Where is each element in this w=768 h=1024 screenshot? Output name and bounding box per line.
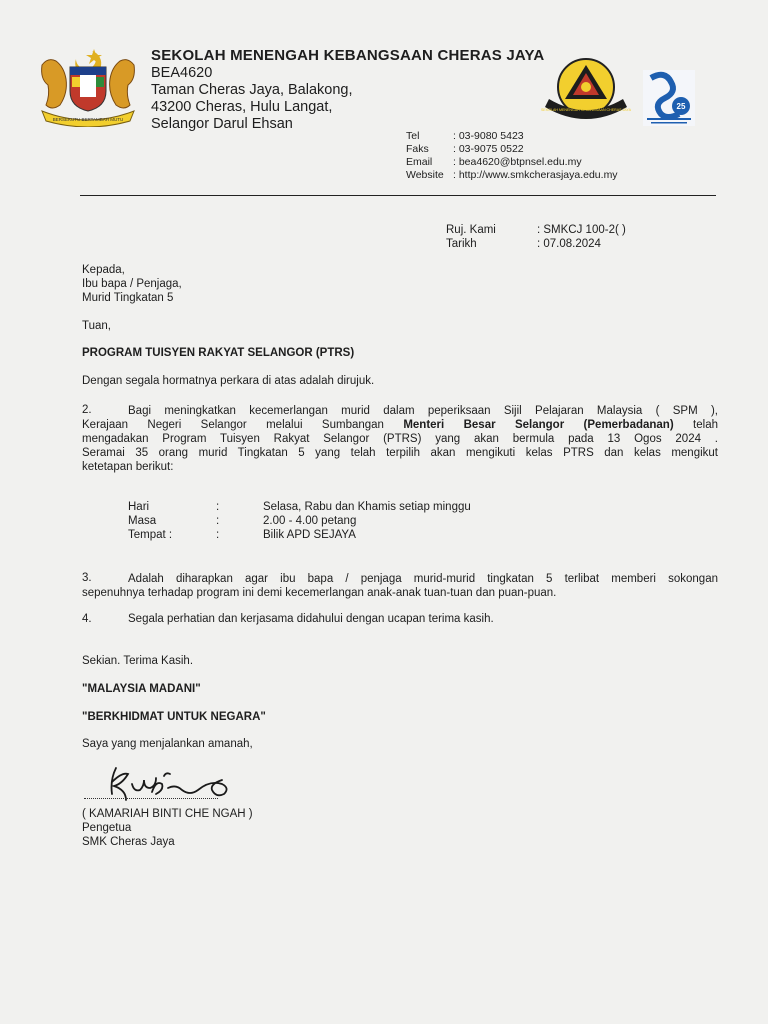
paragraph-2-line-4: Seramai 35 orang murid Tingkatan 5 yang telah terpilih akan mengikuti kelas PTRS dan kelas mengikut [82, 447, 718, 459]
paragraph-3-line-1: Adalah diharapkan agar ibu bapa / penjaga murid-murid tingkatan 5 terlibat memberi sokongan [128, 573, 718, 585]
address-line-2: 43200 Cheras, Hulu Langat, [151, 99, 333, 115]
schedule-table [128, 500, 471, 542]
paragraph-4: Segala perhatian dan kerjasama didahului dengan ucapan terima kasih. [128, 613, 494, 625]
motto-berkhidmat: "BERKHIDMAT UNTUK NEGARA" [82, 711, 266, 723]
subject-heading: PROGRAM TUISYEN RAKYAT SELANGOR (PTRS) [82, 347, 355, 359]
contact-website: Website : http://www.smkcherasjaya.edu.my [406, 169, 618, 181]
school-code: BEA4620 [151, 65, 213, 81]
paragraph-4-number: 4. [82, 613, 92, 625]
paragraph-2-number: 2. [82, 404, 92, 416]
paragraph-2-line-3: mengadakan Program Tuisyen Rakyat Selangor (PTRS) yang akan bermula pada 13 Ogos 2024 . [82, 433, 718, 445]
handwritten-signature [98, 762, 248, 812]
sejaya-25-logo-icon [643, 70, 695, 126]
schedule-row: Hari : Selasa, Rabu dan Khamis setiap minggu [128, 501, 471, 513]
paragraph-1: Dengan segala hormatnya perkara di atas adalah dirujuk. [82, 375, 375, 387]
recipient-line-1: Kepada, [82, 264, 125, 276]
malaysia-coat-of-arms-icon [36, 45, 140, 127]
sejaya-25-text: 25 [676, 102, 686, 111]
schedule-row: Masa : 2.00 - 4.00 petang [128, 515, 357, 527]
paragraph-2-line-2: Kerajaan Negeri Selangor melalui Sumbangan Menteri Besar Selangor (Pemerbadanan) telah [82, 419, 718, 431]
ref-label: Ruj. Kami [446, 224, 496, 236]
signatory-school: SMK Cheras Jaya [82, 836, 175, 848]
school-name: SEKOLAH MENENGAH KEBANGSAAN CHERAS JAYA [151, 47, 545, 64]
address-line-1: Taman Cheras Jaya, Balakong, [151, 82, 353, 98]
ref-value: : SMKCJ 100-2( ) [537, 224, 626, 236]
contact-block [406, 130, 618, 182]
recipient-line-3: Murid Tingkatan 5 [82, 292, 174, 304]
signatory-position: Pengetua [82, 822, 132, 834]
signature-line [84, 798, 218, 799]
school-logo-text: SEKOLAH MENENGAH KEBANGSAAN CHERAS JAYA [541, 108, 631, 112]
salutation: Tuan, [82, 320, 111, 332]
contact-email: Email : bea4620@btpnsel.edu.my [406, 156, 582, 168]
paragraph-3 [82, 572, 718, 600]
closing-thanks: Sekian. Terima Kasih. [82, 655, 194, 667]
closing-amanah: Saya yang menjalankan amanah, [82, 738, 253, 750]
paragraph-3-number: 3. [82, 572, 92, 584]
paragraph-2-line-5: ketetapan berikut: [82, 461, 174, 473]
minister-name: Menteri Besar Selangor (Pemerbadanan) [403, 419, 674, 431]
signatory-name: ( KAMARIAH BINTI CHE NGAH ) [82, 808, 253, 820]
school-crest-logo-icon [541, 55, 631, 125]
date-label: Tarikh [446, 238, 477, 250]
crest-motto-text: BERSEKUTU BERTAMBAH MUTU [52, 117, 124, 122]
paragraph-2 [82, 404, 718, 474]
recipient-line-2: Ibu bapa / Penjaga, [82, 278, 182, 290]
motto-malaysia-madani: "MALAYSIA MADANI" [82, 683, 201, 695]
paragraph-2-line-1: Bagi meningkatkan kecemerlangan murid dalam peperiksaan Sijil Pelajaran Malaysia ( SPM ), [128, 405, 718, 417]
contact-tel: Tel : 03-9080 5423 [406, 130, 524, 142]
date-value: : 07.08.2024 [537, 238, 601, 250]
letterhead-divider [80, 195, 716, 196]
contact-fax: Faks : 03-9075 0522 [406, 143, 524, 155]
paragraph-3-line-2: sepenuhnya terhadap program ini demi kecemerlangan anak-anak tuan-tuan dan puan-puan. [82, 587, 557, 599]
address-line-3: Selangor Darul Ehsan [151, 116, 293, 132]
schedule-row: Tempat : : Bilik APD SEJAYA [128, 529, 356, 541]
